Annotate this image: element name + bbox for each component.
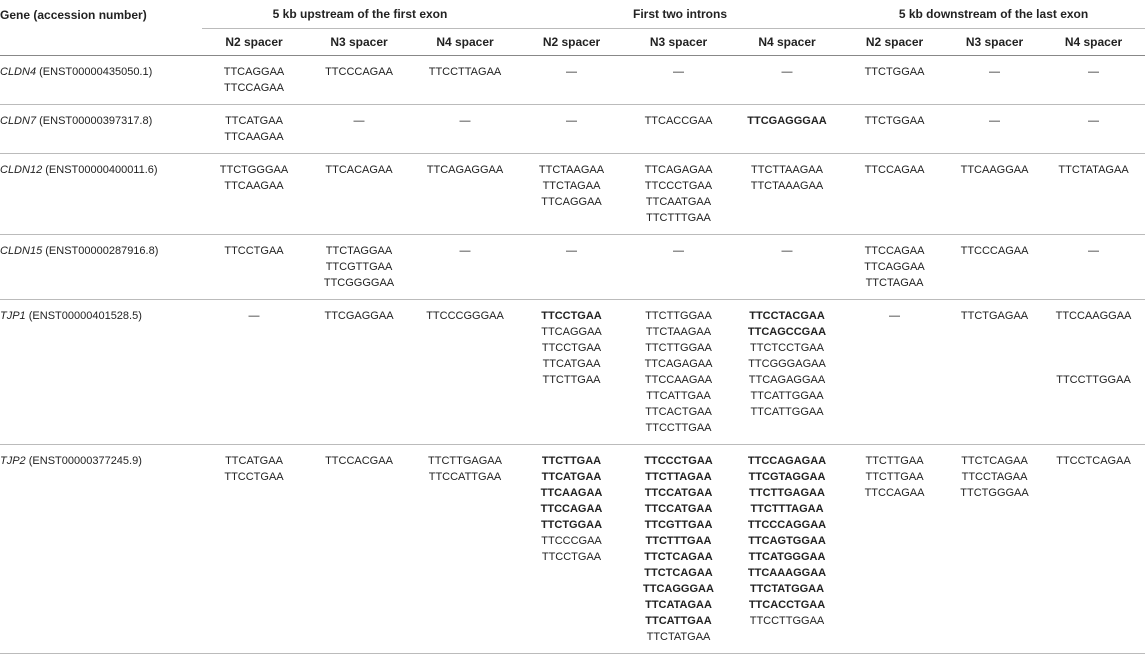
table-row xyxy=(0,235,1145,300)
sequence-value: — xyxy=(781,245,793,257)
sequence-value: TTCATGAA xyxy=(225,455,283,467)
sequence-value: TTCATTGGAA xyxy=(750,390,824,402)
sequence-value: TTCGTAGGAA xyxy=(748,471,826,483)
gene-cell xyxy=(0,235,202,300)
sequence-cell xyxy=(518,300,625,445)
sequence-value: TTCCAGAA xyxy=(864,164,925,176)
sequence-value: TTCCTACGAA xyxy=(749,310,825,322)
sequence-cell xyxy=(842,235,947,300)
sequence-cell xyxy=(412,445,518,654)
spacer-gap xyxy=(1042,324,1145,340)
sequence-value: TTCATGAA xyxy=(225,115,283,127)
sequence-cell xyxy=(202,56,306,105)
sequence-cell xyxy=(306,154,412,235)
accession-number: (ENST00000435050.1) xyxy=(39,66,153,78)
spacer-header: N4 spacer xyxy=(732,29,842,56)
sequence-cell xyxy=(625,235,732,300)
sequence-value: TTCCACGAA xyxy=(325,455,393,467)
sequence-value: — xyxy=(989,115,1001,127)
sequence-value: TTCTTGAGAA xyxy=(428,455,502,467)
sequence-value: TTCCCAGAA xyxy=(325,66,393,78)
gene-name: TJP2 xyxy=(0,455,26,467)
sequence-value: TTCCAGAGAA xyxy=(747,455,827,467)
accession-number: (ENST00000377245.9) xyxy=(28,455,142,467)
sequence-value: — xyxy=(781,66,793,78)
sequence-value: TTCTTGGAA xyxy=(645,342,712,354)
sequence-value: TTCTAAAGAA xyxy=(750,180,824,192)
sequence-cell xyxy=(947,56,1042,105)
sequence-value: — xyxy=(566,245,577,257)
sequence-value: TTCATGAA xyxy=(541,471,602,483)
sequence-value: TTCTGGGAA xyxy=(960,487,1029,499)
sequence-value: TTCTTGAGAA xyxy=(749,487,825,499)
sequence-value: TTCCAGAA xyxy=(864,487,925,499)
sequence-value: TTCTCAGAA xyxy=(644,567,713,579)
sequence-value: TTCCAAGGAA xyxy=(1055,310,1132,322)
sequence-cell xyxy=(518,235,625,300)
group-header-upstream: 5 kb upstream of the first exon xyxy=(202,0,518,29)
sequence-cell xyxy=(947,105,1042,154)
sequence-value: TTCTAAGAA xyxy=(538,164,605,176)
sequence-value: TTCAGGAA xyxy=(223,66,285,78)
sequence-value: TTCACCTGAA xyxy=(748,599,826,611)
sequence-cell xyxy=(202,105,306,154)
sequence-cell xyxy=(306,300,412,445)
sequence-value: TTCCTTGGAA xyxy=(1056,374,1131,386)
sequence-cell xyxy=(412,56,518,105)
sequence-value: TTCACCGAA xyxy=(644,115,713,127)
sequence-value: TTCTAAGAA xyxy=(645,326,712,338)
sequence-value: TTCACTGAA xyxy=(645,406,712,418)
sequence-value: TTCTTGAA xyxy=(541,455,602,467)
sequence-value: TTCCATGAA xyxy=(644,503,713,515)
sequence-value: TTCTCAGAA xyxy=(644,551,713,563)
accession-number: (ENST00000287916.8) xyxy=(45,245,159,257)
sequence-cell xyxy=(1042,300,1145,445)
gene-name: CLDN12 xyxy=(0,164,43,176)
sequence-value: TTCGGGAGAA xyxy=(748,358,826,370)
spacer-header: N4 spacer xyxy=(1042,29,1145,56)
gene-cell xyxy=(0,154,202,235)
sequence-cell xyxy=(1042,56,1145,105)
gene-column-header: Gene (accession number) xyxy=(0,0,202,56)
gene-cell xyxy=(0,56,202,105)
spacer-gap xyxy=(1042,340,1145,356)
sequence-value: TTCTGGAA xyxy=(864,66,925,78)
table-row xyxy=(0,300,1145,445)
sequence-value: TTCTCAGAA xyxy=(961,455,1028,467)
sequence-value: TTCTTGAA xyxy=(865,471,924,483)
spacer-header: N4 spacer xyxy=(412,29,518,56)
sequence-cell xyxy=(1042,445,1145,654)
sequence-cell xyxy=(842,300,947,445)
sequence-value: TTCTAGAA xyxy=(865,277,924,289)
sequence-cell xyxy=(518,154,625,235)
sequence-value: TTCCAGAA xyxy=(224,82,284,94)
sequence-value: TTCTATAGAA xyxy=(1058,164,1129,176)
sequence-value: TTCCTCAGAA xyxy=(1056,455,1131,467)
sequence-value: TTCCTTAGAA xyxy=(428,66,502,78)
spacer-gap xyxy=(1042,356,1145,372)
sequence-value: TTCACAGAA xyxy=(325,164,393,176)
sequence-value: — xyxy=(989,66,1001,78)
table-row xyxy=(0,56,1145,105)
sequence-value: TTCCATGAA xyxy=(644,487,713,499)
spacer-header: N2 spacer xyxy=(518,29,625,56)
spacer-header: N2 spacer xyxy=(202,29,306,56)
sequence-value: TTCAGAGAA xyxy=(644,164,713,176)
sequence-cell xyxy=(625,105,732,154)
spacer-header: N3 spacer xyxy=(947,29,1042,56)
sequence-cell xyxy=(625,300,732,445)
sequence-value: TTCATAGAA xyxy=(645,599,712,611)
sequence-value: TTCATTGAA xyxy=(646,390,711,402)
sequence-value: TTCTTGAA xyxy=(542,374,601,386)
sequence-value: TTCAATGAA xyxy=(645,196,712,208)
group-header-downstream: 5 kb downstream of the last exon xyxy=(842,0,1145,29)
sequence-value: — xyxy=(459,115,471,127)
sequence-value: TTCAAGGAA xyxy=(960,164,1029,176)
sequence-cell xyxy=(947,235,1042,300)
sequence-cell xyxy=(412,235,518,300)
sequence-value: — xyxy=(673,66,684,78)
sequence-value: TTCAAGAA xyxy=(224,131,284,143)
sequence-cell xyxy=(842,105,947,154)
sequence-value: TTCCCAGAA xyxy=(960,245,1029,257)
sequence-value: TTCAGCCGAA xyxy=(747,326,827,338)
sequence-value: TTCTCCTGAA xyxy=(750,342,824,354)
gene-cell xyxy=(0,445,202,654)
sequence-value: TTCTTGGAA xyxy=(645,310,712,322)
sequence-value: TTCAGGAA xyxy=(864,261,925,273)
sequence-value: TTCCTTGAA xyxy=(645,422,712,434)
sequence-value: TTCCTTGGAA xyxy=(749,615,825,627)
sequence-value: TTCCTGAA xyxy=(541,310,602,322)
sequence-value: TTCAAGAA xyxy=(540,487,603,499)
sequence-cell xyxy=(732,56,842,105)
table-row xyxy=(0,445,1145,654)
sequence-value: TTCCATTGAA xyxy=(428,471,502,483)
sequence-cell xyxy=(1042,235,1145,300)
sequence-cell xyxy=(306,56,412,105)
accession-number: (ENST00000401528.5) xyxy=(28,310,142,322)
sequence-value: TTCGAGGGAA xyxy=(747,115,827,127)
sequence-cell xyxy=(947,300,1042,445)
gene-cell xyxy=(0,105,202,154)
sequence-value: TTCAGGAA xyxy=(541,196,602,208)
gene-name: CLDN4 xyxy=(0,66,37,78)
sequence-value: TTCCAAGAA xyxy=(644,374,713,386)
sequence-value: TTCATTGGAA xyxy=(750,406,824,418)
sequence-value: — xyxy=(353,115,365,127)
sequence-value: TTCCCGAA xyxy=(541,535,602,547)
sequence-cell xyxy=(518,445,625,654)
gene-name: CLDN15 xyxy=(0,245,43,257)
sequence-value: TTCAGGAA xyxy=(541,326,602,338)
sequence-value: TTCTGGAA xyxy=(864,115,925,127)
sequence-cell xyxy=(202,300,306,445)
sequence-value: TTCCTGAA xyxy=(224,471,284,483)
sequence-value: TTCTTTAGAA xyxy=(750,503,824,515)
sequence-value: — xyxy=(1088,245,1100,257)
sequence-value: TTCCTGAA xyxy=(541,342,602,354)
sequence-cell xyxy=(202,235,306,300)
sequence-value: TTCCTGAA xyxy=(224,245,284,257)
sequence-cell xyxy=(842,445,947,654)
sequence-value: TTCTTAAGAA xyxy=(751,164,823,176)
sequence-value: TTCATTGAA xyxy=(645,615,712,627)
sequence-cell xyxy=(625,56,732,105)
sequence-cell xyxy=(202,445,306,654)
sequence-cell xyxy=(306,105,412,154)
sequence-cell xyxy=(412,300,518,445)
sequence-value: TTCAGAGAA xyxy=(644,358,713,370)
group-header-introns: First two introns xyxy=(518,0,842,29)
table-body xyxy=(0,56,1145,654)
sequence-value: TTCTTTGAA xyxy=(645,535,712,547)
sequence-value: TTCTGGAA xyxy=(540,519,603,531)
sequence-value: TTCAGAGGAA xyxy=(426,164,504,176)
sequence-value: TTCTTAGAA xyxy=(645,471,712,483)
sequence-value: TTCTAGGAA xyxy=(325,245,393,257)
sequence-cell xyxy=(842,56,947,105)
sequence-cell xyxy=(1042,154,1145,235)
gene-cell xyxy=(0,300,202,445)
sequence-value: TTCTATGGAA xyxy=(749,583,825,595)
sequence-cell xyxy=(625,154,732,235)
sequence-value: TTCGAGGAA xyxy=(324,310,394,322)
gene-name: CLDN7 xyxy=(0,115,37,127)
sequence-value: TTCCTAGAA xyxy=(961,471,1028,483)
accession-number: (ENST00000397317.8) xyxy=(39,115,153,127)
sequence-cell xyxy=(306,445,412,654)
sequence-value: — xyxy=(248,310,260,322)
sequence-cell xyxy=(518,56,625,105)
sequence-value: TTCAGGGAA xyxy=(643,583,714,595)
sequence-cell xyxy=(732,445,842,654)
accession-number: (ENST00000400011.6) xyxy=(45,164,158,176)
sequence-value: TTCTTTGAA xyxy=(646,212,711,224)
spacer-header: N3 spacer xyxy=(625,29,732,56)
sequence-cell xyxy=(732,105,842,154)
sequence-cell xyxy=(1042,105,1145,154)
sequence-value: TTCCTGAA xyxy=(541,551,602,563)
sequence-value: TTCTTGAA xyxy=(865,455,924,467)
sequence-value: TTCCCGGGAA xyxy=(426,310,504,322)
sequence-cell xyxy=(625,445,732,654)
table-row xyxy=(0,154,1145,235)
sequence-cell xyxy=(732,154,842,235)
sequence-value: TTCCCAGGAA xyxy=(747,519,827,531)
sequence-value: TTCTAGAA xyxy=(542,180,601,192)
sequence-value: TTCATGGGAA xyxy=(748,551,826,563)
sequence-value: TTCGTTGAA xyxy=(644,519,713,531)
sequence-cell xyxy=(947,154,1042,235)
sequence-value: — xyxy=(889,310,901,322)
spacer-header: N3 spacer xyxy=(306,29,412,56)
sequence-cell xyxy=(412,154,518,235)
sequence-value: TTCGGGGAA xyxy=(323,277,395,289)
sequence-value: — xyxy=(566,66,577,78)
sequence-value: TTCATGAA xyxy=(542,358,601,370)
sequence-value: — xyxy=(566,115,577,127)
sequence-value: TTCCCTGAA xyxy=(644,180,713,192)
sequence-cell xyxy=(412,105,518,154)
sequence-value: TTCCAGAA xyxy=(864,245,925,257)
sequence-cell xyxy=(306,235,412,300)
sequence-value: TTCAGTGGAA xyxy=(748,535,826,547)
sequence-value: TTCAGAGGAA xyxy=(748,374,826,386)
sequence-cell xyxy=(842,154,947,235)
sequence-cell xyxy=(732,235,842,300)
sequence-value: TTCAAAGGAA xyxy=(747,567,827,579)
sequence-value: — xyxy=(459,245,471,257)
sequence-value: TTCCCTGAA xyxy=(644,455,713,467)
table-row xyxy=(0,105,1145,154)
sequence-value: TTCTATGAA xyxy=(646,631,711,643)
sequence-value: TTCTGAGAA xyxy=(960,310,1029,322)
sequence-value: — xyxy=(673,245,684,257)
sequence-cell xyxy=(947,445,1042,654)
table-header xyxy=(0,0,1145,56)
sequence-value: — xyxy=(1088,115,1100,127)
sequence-value: TTCTGGGAA xyxy=(219,164,289,176)
sequence-value: TTCGTTGAA xyxy=(325,261,393,273)
gene-name: TJP1 xyxy=(0,310,26,322)
sequence-value: — xyxy=(1088,66,1100,78)
sequence-value: TTCCAGAA xyxy=(540,503,603,515)
spacer-header: N2 spacer xyxy=(842,29,947,56)
sequence-cell xyxy=(732,300,842,445)
sequence-value: TTCAAGAA xyxy=(224,180,284,192)
sequence-cell xyxy=(518,105,625,154)
sequence-cell xyxy=(202,154,306,235)
